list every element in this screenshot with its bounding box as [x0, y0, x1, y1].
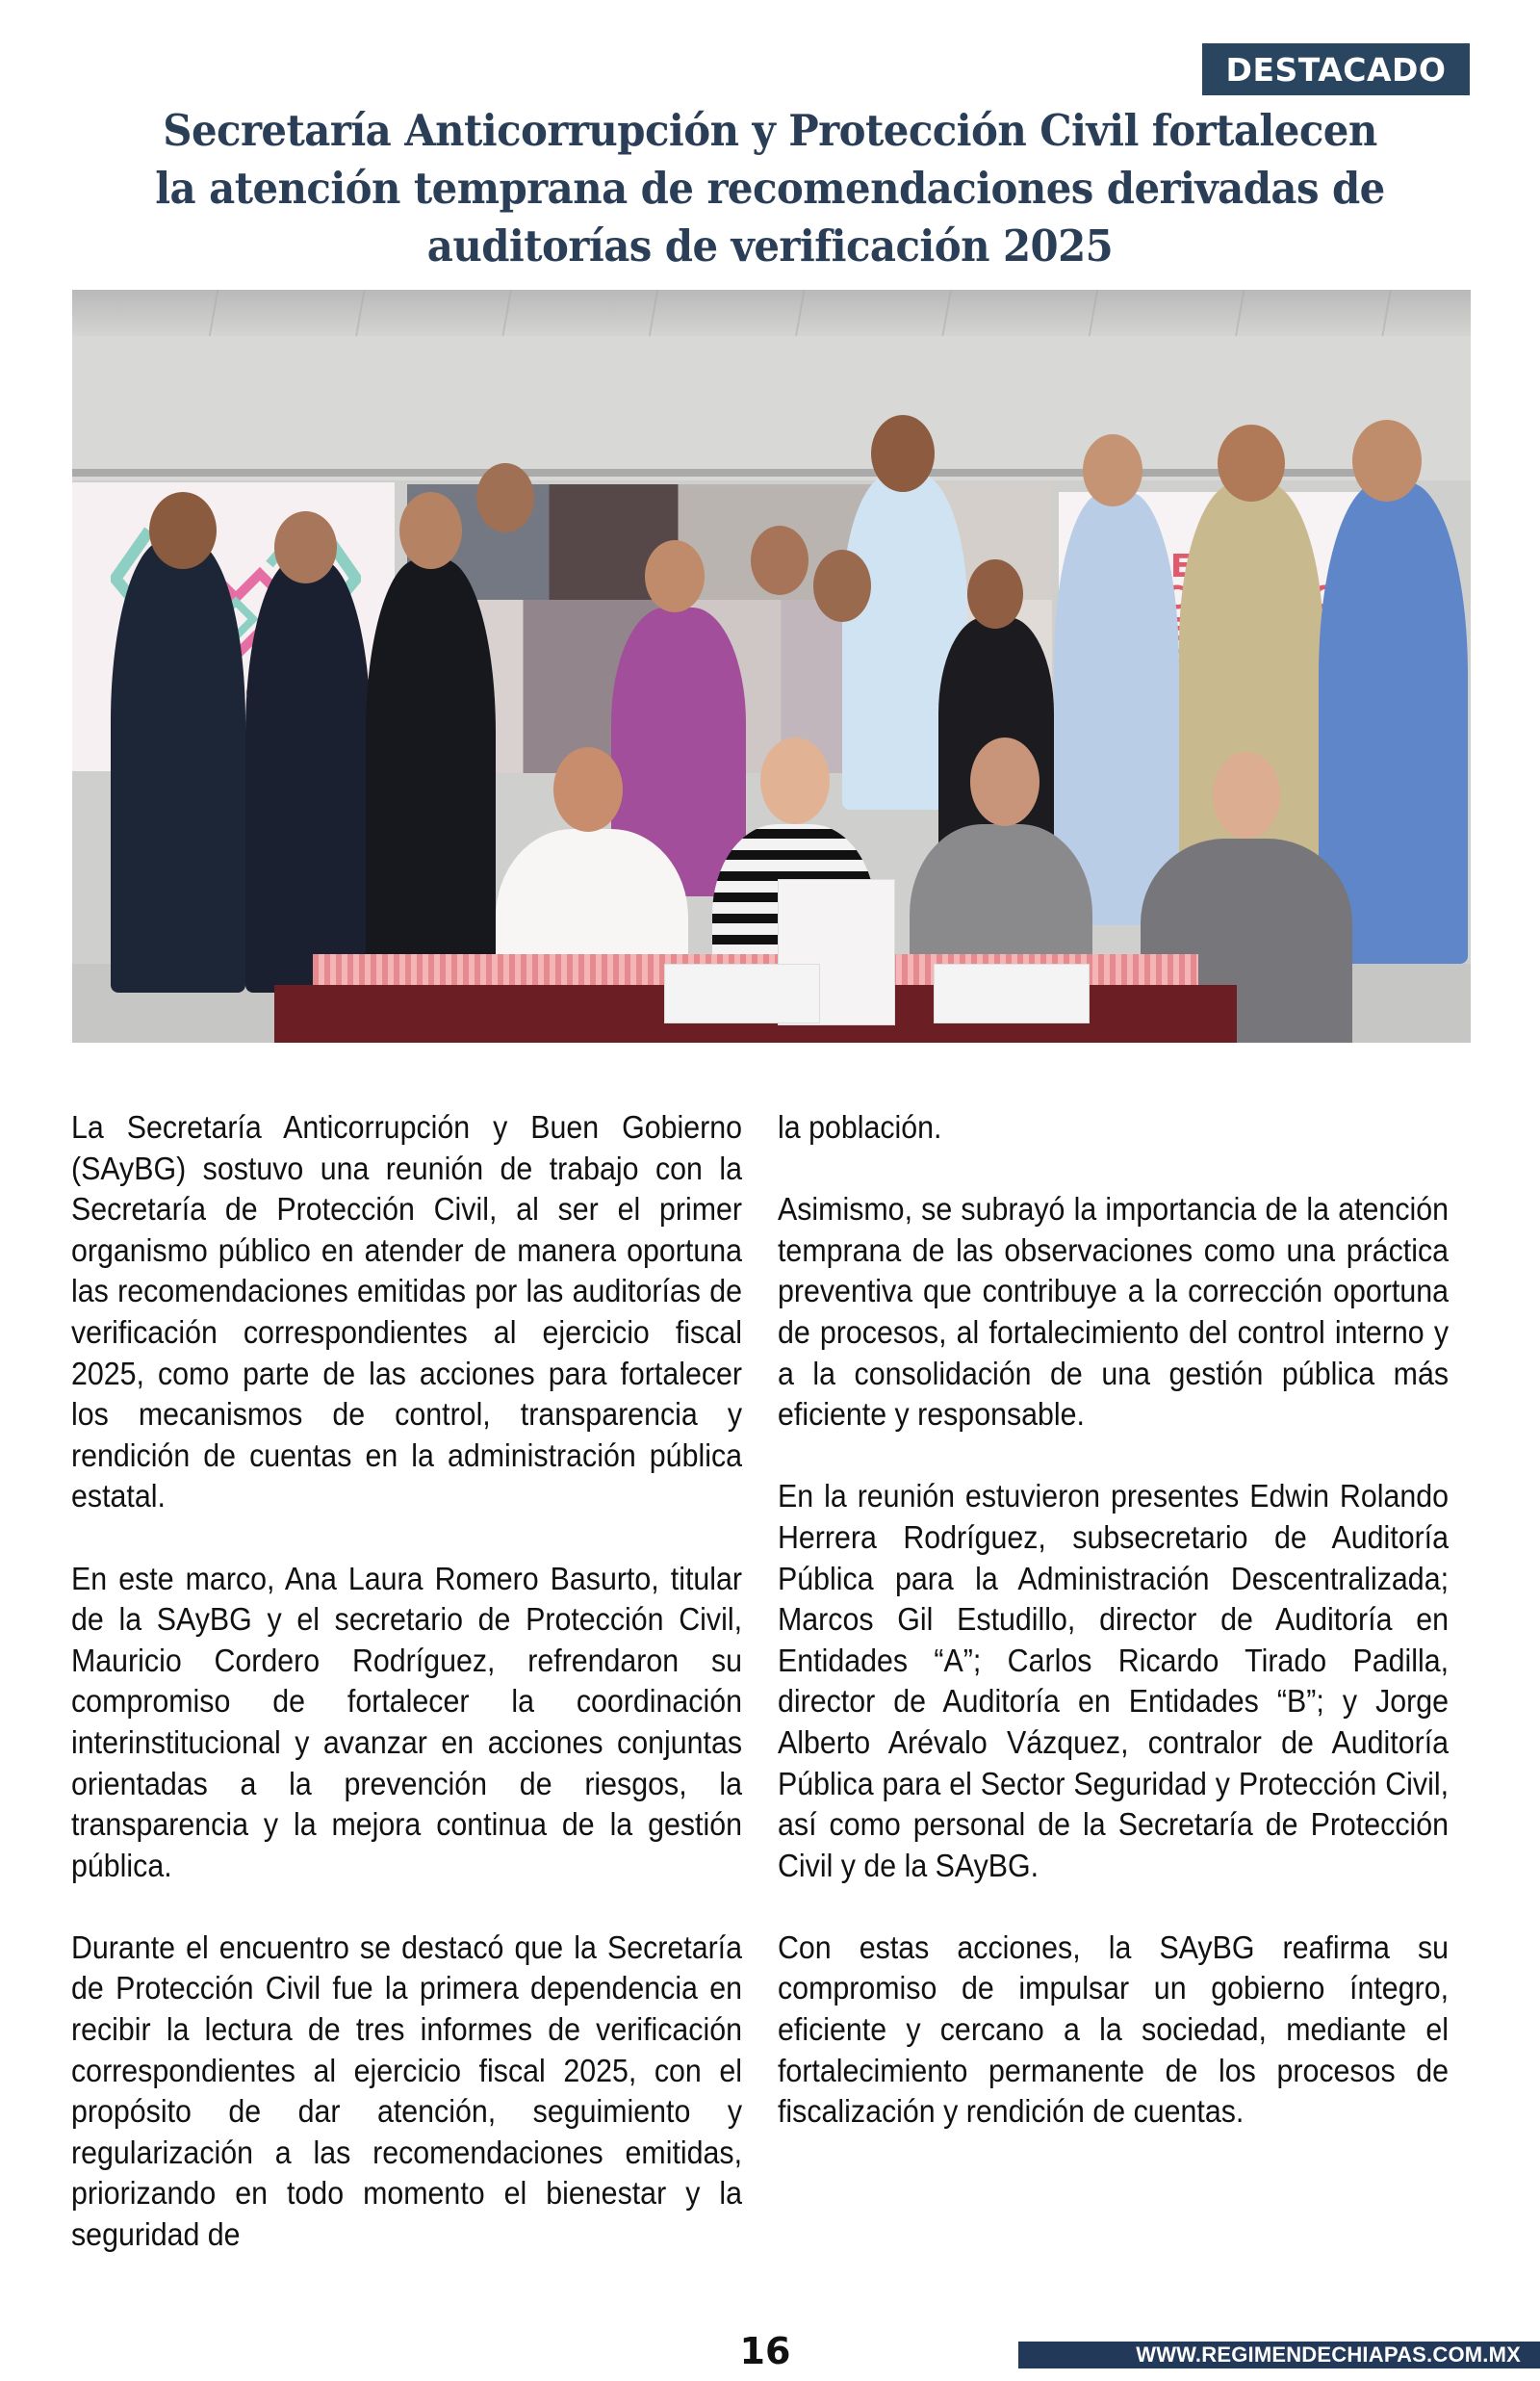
photo-person: [366, 559, 496, 993]
photo-person-head: [1213, 752, 1280, 839]
photo-person: [111, 540, 245, 993]
article-paragraph: la población.: [778, 1109, 942, 1145]
footer-website-bar: [1018, 2342, 1540, 2368]
article-paragraph: La Secretaría Anticorrupción y Buen Gobierno (SAyBG) sostuvo una reunión de trabajo con la Secretaría de Protección Civil, al ser el primer organismo público en atender de manera oportuna las recomendaciones emitidas por las auditorías de verificación correspondientes al ejercicio fiscal 2025, como parte de las acciones para fortalecer los mecanismos de control, transparencia y rendición de cuentas en la administración pública estatal.: [71, 1109, 743, 1514]
article-column-left: [71, 1107, 742, 2256]
photo-person-head: [871, 415, 935, 492]
section-badge: DESTACADO: [1202, 43, 1470, 95]
photo-ceiling-grid: [72, 290, 1471, 336]
photo-person-head: [149, 492, 217, 569]
photo-nameplate: [664, 964, 820, 1023]
article-paragraph: Con estas acciones, la SAyBG reafirma su compromiso de impulsar un gobierno íntegro, eficiente y cercano a la sociedad, mediante el fortalecimiento permanente de los procesos de fiscalización y rendición de cuentas.: [778, 1928, 1450, 2130]
photo-person-head: [751, 526, 808, 595]
photo-person-head: [645, 540, 705, 612]
photo-person-head: [1218, 425, 1285, 502]
photo-person-head: [967, 559, 1023, 629]
article-photo: [72, 290, 1471, 1043]
photo-nameplate: [934, 964, 1090, 1023]
website-link[interactable]: WWW.REGIMENDECHIAPAS.COM.MX: [1136, 2342, 1521, 2367]
photo-person-head: [553, 747, 623, 832]
headline: Secretaría Anticorrupción y Protección Civil fortalecen la atención temprana de recomendaciones derivadas de auditorías de verificación 2025: [155, 105, 1385, 272]
photo-person-head: [274, 511, 337, 583]
article-paragraph: Asimismo, se subrayó la importancia de la atención temprana de las observaciones como una práctica preventiva que contribuye a la corrección oportuna de procesos, al fortalecimiento del control interno y a la consolidación de una gestión pública más eficiente y responsable.: [778, 1191, 1450, 1433]
photo-person-head: [970, 738, 1040, 826]
photo-person-head: [476, 463, 534, 532]
article-paragraph: Durante el encuentro se destacó que la Secretaría de Protección Civil fue la primera dependencia en recibir la lectura de tres informes de verificación correspondientes al ejercicio fiscal 2025, con el propósito de dar atención, seguimiento y regularización a las recomendaciones emitidas, priorizando en todo momento el bienestar y la seguridad de: [71, 1928, 743, 2253]
photo-person-head: [760, 738, 830, 824]
photo-person: [245, 559, 371, 993]
page-number: 16: [739, 2330, 791, 2372]
article-paragraph: En este marco, Ana Laura Romero Basurto, titular de la SAyBG y el secretario de Protección Civil, Mauricio Cordero Rodríguez, refrendaron su compromiso de fortalecer la coordinación interinstitucional y avanzar en acciones conjuntas orientadas a la prevención de riesgos, la transparencia y la mejora continua de la gestión pública.: [71, 1560, 743, 1883]
photo-person-head: [1352, 420, 1422, 502]
photo-person-head: [399, 492, 462, 569]
article-column-right: [778, 1107, 1449, 2133]
photo-person-head: [1083, 434, 1142, 506]
article-paragraph: En la reunión estuvieron presentes Edwin Rolando Herrera Rodríguez, subsecretario de Auditoría Pública para la Administración Descentralizada; Marcos Gil Estudillo, director de Auditoría en Entidades “A”; Carlos Ricardo Tirado Padilla, director de Auditoría en Entidades “B”; y Jorge Alberto Arévalo Vázquez, contralor de Auditoría Pública para el Sector Seguridad y Protección Civil, así como personal de la Secretaría de Protección Civil y de la SAyBG.: [778, 1478, 1450, 1883]
photo-person-head: [813, 550, 871, 622]
